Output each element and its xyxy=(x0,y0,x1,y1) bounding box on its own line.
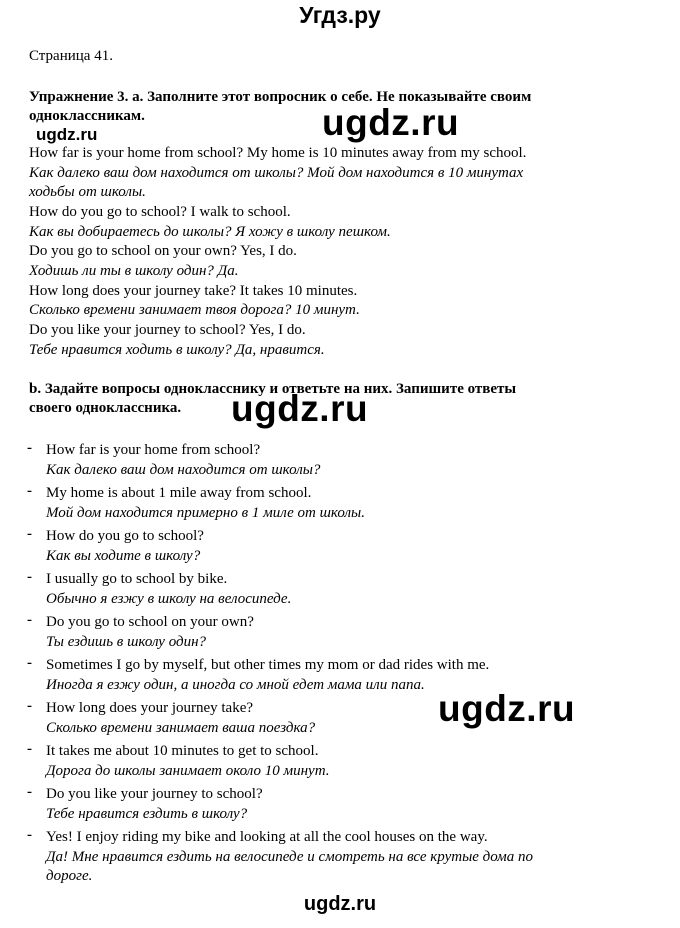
list-dash: - xyxy=(27,741,32,757)
watermark-large-2: ugdz.ru xyxy=(231,388,369,429)
list-dash: - xyxy=(27,483,32,499)
item-russian: Обычно я езжу в школу на велосипеде. xyxy=(46,591,292,607)
list-dash: - xyxy=(27,655,32,671)
list-dash: - xyxy=(27,526,32,542)
exercise-a-line: Тебе нравится ходить в школу? Да, нравится. xyxy=(29,342,325,358)
item-english: I usually go to school by bike. xyxy=(46,571,228,587)
list-dash: - xyxy=(27,440,32,456)
exercise-b-heading-line1: b. Задайте вопросы однокласснику и ответьте на них. Запишите ответы xyxy=(29,381,517,397)
item-english: How long does your journey take? xyxy=(46,700,254,716)
item-russian: Как далеко ваш дом находится от школы? xyxy=(46,462,321,478)
exercise-a-line: Как далеко ваш дом находится от школы? Мой дом находится в 10 минутах xyxy=(29,165,524,181)
exercise-a-heading-line1: Упражнение 3. a. Заполните этот вопросник о себе. Не показывайте своим xyxy=(29,89,532,105)
exercise-b-heading-line2: своего одноклассника. xyxy=(29,400,182,416)
exercise-a-line: How do you go to school? I walk to school. xyxy=(29,204,291,220)
item-russian: Дорога до школы занимает около 10 минут. xyxy=(46,763,330,779)
exercise-a-line: Do you like your journey to school? Yes, I do. xyxy=(29,322,306,338)
footer-watermark: ugdz.ru xyxy=(303,893,377,915)
item-english: Do you like your journey to school? xyxy=(46,786,263,802)
item-english: Yes! I enjoy riding my bike and looking at all the cool houses on the way. xyxy=(46,829,488,845)
item-english: How far is your home from school? xyxy=(46,442,261,458)
watermark-large-1: ugdz.ru xyxy=(322,102,460,143)
list-dash: - xyxy=(27,569,32,585)
item-english: Do you go to school on your own? xyxy=(46,614,254,630)
item-russian: Сколько времени занимает ваша поездка? xyxy=(46,720,316,736)
list-dash: - xyxy=(27,698,32,714)
item-russian: Иногда я езжу один, а иногда со мной едет мама или папа. xyxy=(46,677,425,693)
exercise-a-line: Как вы добираетесь до школы? Я хожу в школу пешком. xyxy=(29,224,391,240)
list-dash: - xyxy=(27,827,32,843)
exercise-a-line: Ходишь ли ты в школу один? Да. xyxy=(29,263,239,279)
item-english: Sometimes I go by myself, but other times my mom or dad rides with me. xyxy=(46,657,490,673)
exercise-a-line: How far is your home from school? My home is 10 minutes away from my school. xyxy=(29,145,527,161)
page-label: Страница 41. xyxy=(29,48,113,64)
item-russian: Тебе нравится ездить в школу? xyxy=(46,806,248,822)
exercise-a-line: How long does your journey take? It takes 10 minutes. xyxy=(29,283,358,299)
exercise-a-heading-line2: одноклассникам. xyxy=(29,108,145,124)
exercise-a-line: Do you go to school on your own? Yes, I do. xyxy=(29,243,297,259)
watermark-large-3: ugdz.ru xyxy=(438,688,576,729)
item-english: How do you go to school? xyxy=(46,528,204,544)
list-dash: - xyxy=(27,612,32,628)
item-russian: Ты ездишь в школу один? xyxy=(46,634,207,650)
watermark-small: ugdz.ru xyxy=(36,125,98,144)
list-dash: - xyxy=(27,784,32,800)
item-english: It takes me about 10 minutes to get to school. xyxy=(46,743,319,759)
item-russian: Да! Мне нравится ездить на велосипеде и смотреть на все крутые дома по xyxy=(46,849,534,865)
item-english: My home is about 1 mile away from school. xyxy=(46,485,312,501)
site-title: Угдз.ру xyxy=(299,2,381,28)
item-russian: Как вы ходите в школу? xyxy=(46,548,201,564)
item-russian: Мой дом находится примерно в 1 миле от школы. xyxy=(46,505,365,521)
exercise-a-line: ходьбы от школы. xyxy=(29,184,146,200)
exercise-a-line: Сколько времени занимает твоя дорога? 10 минут. xyxy=(29,302,360,318)
item-russian-continued: дороге. xyxy=(46,868,93,884)
